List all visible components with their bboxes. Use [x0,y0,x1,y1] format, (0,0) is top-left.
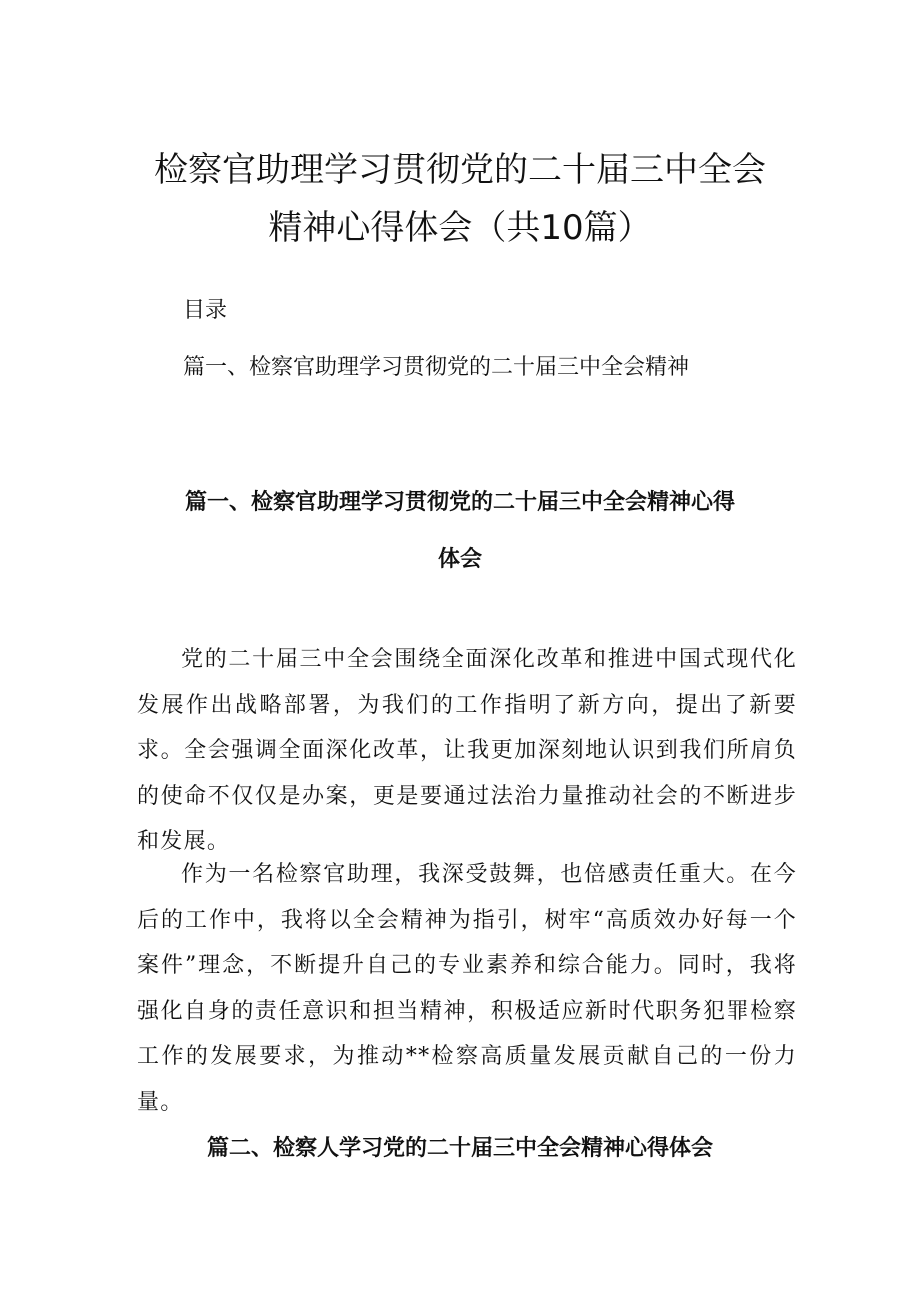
section-2-heading: 篇二、检察人学习党的二十届三中全会精神心得体会 [206,1136,713,1161]
section-1-heading-line-1: 篇一、检察官助理学习贯彻党的二十届三中全会精神心得 [184,490,735,515]
toc-heading: 目录 [183,298,228,323]
section-1-paragraph-1: 党的二十届三中全会围绕全面深化改革和推进中国式现代化发展作出战略部署，为我们的工作指明了新方向，提出了新要求。全会强调全面深化改革，让我更加深刻地认识到我们所肩负的使命不仅仅是办案，更是要通过法治力量推动社会的不断进步和发展。 [137,647,797,854]
document-title-line-1: 检察官助理学习贯彻党的二十届三中全会 [154,150,766,190]
section-1-paragraph-2: 作为一名检察官助理，我深受鼓舞，也倍感责任重大。在今后的工作中，我将以全会精神为指引，树牢“高质效办好每一个案件”理念，不断提升自己的专业素养和综合能力。同时，我将强化自身的责任意识和担当精神，积极适应新时代职务犯罪检察工作的发展要求，为推动**检察高质量发展贡献自己的一份力量。 [137,862,797,1115]
document-title-line-2: 精神心得体会（共10篇） [268,208,652,248]
section-1-heading-line-2: 体会 [437,547,482,572]
toc-item[interactable]: 篇一、检察官助理学习贯彻党的二十届三中全会精神 [183,355,690,380]
